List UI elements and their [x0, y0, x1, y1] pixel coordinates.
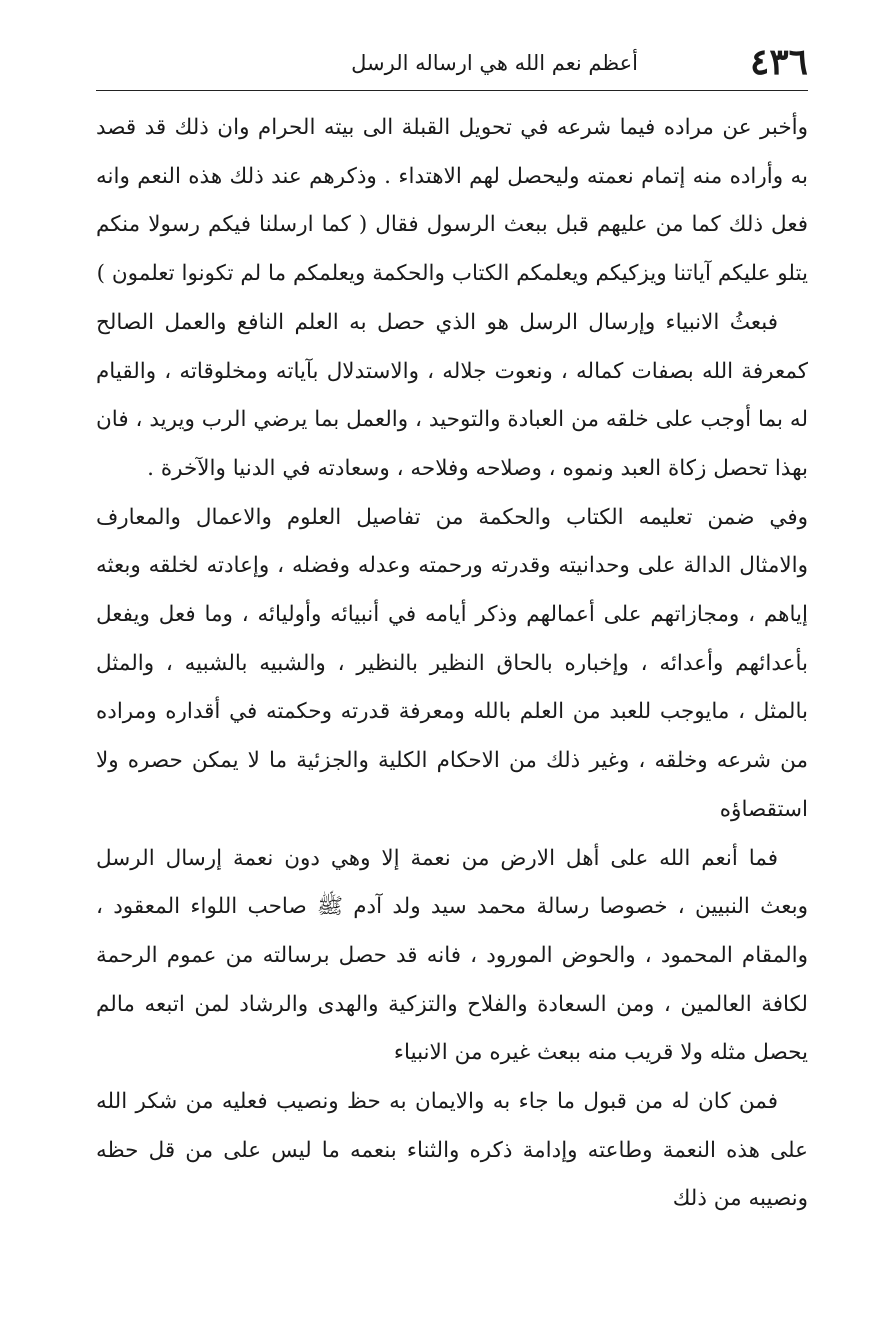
page-number: ٤٣٦ [749, 41, 808, 83]
paragraph: فبعثُ الانبياء وإرسال الرسل هو الذي حصل به العلم النافع والعمل الصالح كمعرفة الله بصفات كماله ، ونعوت جلاله ، والاستدلال بآياته ومخلوقاته ، والقيام له بما أوجب على خلقه من العبادة والتوحيد ، والعمل بما يرضي الرب ويريد ، فان بهذا تحصل زكاة العبد ونموه ، وصلاحه وفلاحه ، وسعادته في الدنيا والآخرة . [96, 309, 808, 481]
body-text [96, 104, 808, 1224]
paragraph: وأخبر عن مراده فيما شرعه في تحويل القبلة الى بيته الحرام وان ذلك قد قصد به وأراده منه إتمام نعمته وليحصل لهم الاهتداء . وذكرهم عند ذلك هذه النعم وانه فعل ذلك كما من عليهم قبل ببعث الرسول فقال ( كما ارسلنا فيكم رسولا منكم يتلو عليكم آياتنا ويزكيكم ويعلمكم الكتاب والحكمة ويعلمكم ما لم تكونوا تعلمون ) [96, 115, 808, 287]
header-divider [96, 90, 808, 91]
paragraph: فمن كان له من قبول ما جاء به والايمان به حظ ونصيب فعليه من شكر الله على هذه النعمة وطاعته وإدامة ذكره والثناء بنعمه ما ليس على من قل حظه ونصيبه من ذلك [96, 1089, 808, 1212]
page-header [96, 40, 808, 90]
paragraph: وفي ضمن تعليمه الكتاب والحكمة من تفاصيل العلوم والاعمال والمعارف والامثال الدالة على وحدانيته وقدرته ورحمته وعدله وفضله ، وإعادته لخلقه وبعثه إياهم ، ومجازاتهم على أعمالهم وذكر أيامه في أنبيائه وأوليائه ، وما فعل ويفعل بأعدائهم وأعدائه ، وإخباره بالحاق النظير بالنظير ، والشبيه بالشبيه ، والمثل بالمثل ، مايوجب للعبد من العلم بالله ومعرفة قدرته وحكمته في أقداره ومراده من شرعه وخلقه ، وغير ذلك من الاحكام الكلية والجزئية ما لا يمكن حصره ولا استقصاؤه [96, 504, 808, 822]
paragraph: فما أنعم الله على أهل الارض من نعمة إلا وهي دون نعمة إرسال الرسل وبعث النبيين ، خصوصا رسالة محمد سيد ولد آدم ﷺ صاحب اللواء المعقود ، والمقام المحمود ، والحوض المورود ، فانه قد حصل برسالته من عموم الرحمة لكافة العالمين ، ومن السعادة والفلاح والتزكية والهدى والرشاد لمن اتبعه مالم يحصل مثله ولا قريب منه ببعث غيره من الانبياء [96, 845, 808, 1066]
running-title: أعظم نعم الله هي ارساله الرسل [351, 51, 638, 75]
